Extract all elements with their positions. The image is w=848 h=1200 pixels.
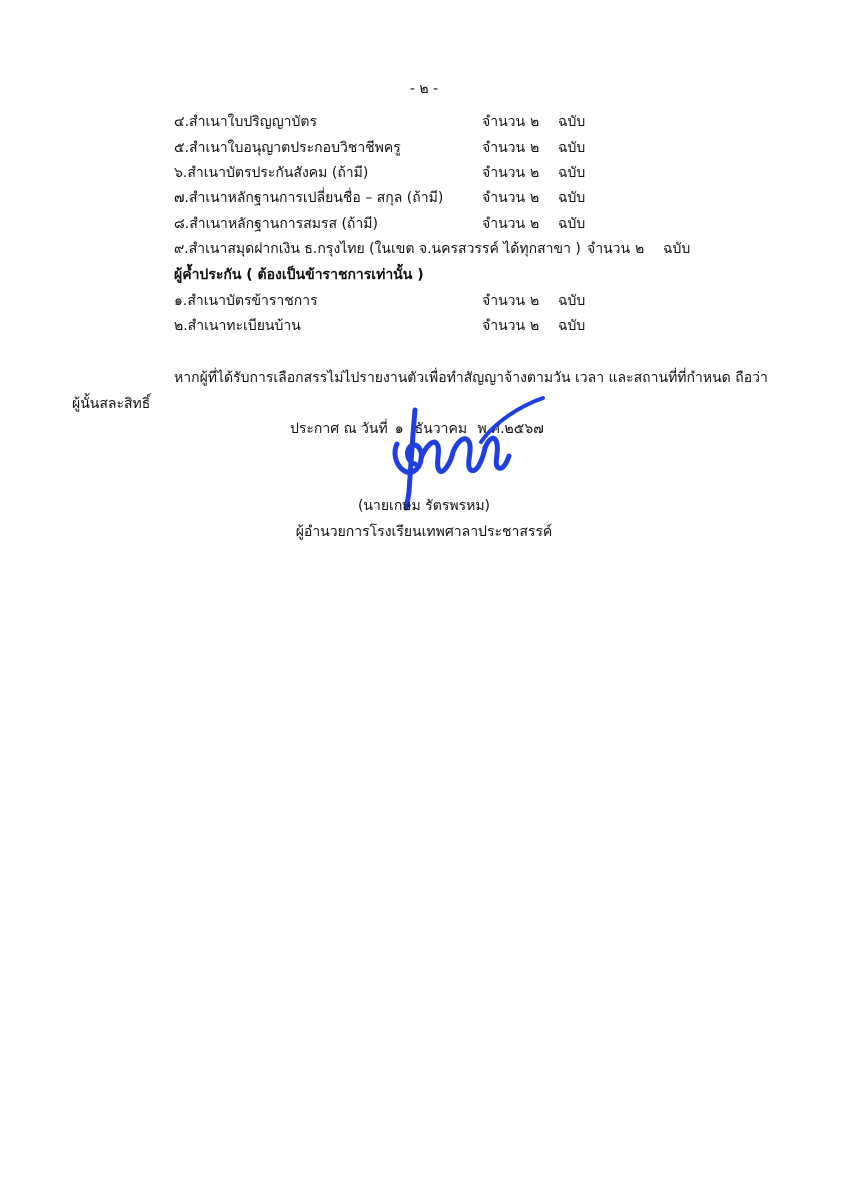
document-item-label: ๙.สำเนาสมุดฝากเงิน ธ.กรุงไทย (ในเขต จ.นครสวรรค์ ได้ทุกสาขา ) bbox=[174, 241, 581, 257]
document-item-label: ๕.สำเนาใบอนุญาตประกอบวิชาชีพครู bbox=[174, 140, 401, 156]
document-item-label: ๑.สำเนาบัตรข้าราชการ bbox=[174, 293, 318, 309]
signer-name: (นายเกษม รัตรพรหม) bbox=[357, 498, 491, 514]
document-item-quantity bbox=[482, 113, 642, 131]
signer-title: ผู้อำนวยการโรงเรียนเทพศาลาประชาสรรค์ bbox=[295, 524, 553, 540]
quantity-number: ๒ bbox=[530, 293, 540, 309]
document-item-quantity bbox=[482, 215, 642, 233]
document-item-quantity bbox=[587, 240, 747, 258]
quantity-number: ๒ bbox=[530, 190, 540, 206]
announcement-day: ๑ bbox=[394, 421, 404, 437]
quantity-word: จำนวน bbox=[482, 114, 526, 130]
quantity-number: ๒ bbox=[530, 165, 540, 181]
announcement-prefix: ประกาศ ณ วันที่ bbox=[290, 421, 388, 437]
quantity-word: จำนวน bbox=[482, 318, 526, 334]
quantity-number: ๒ bbox=[530, 216, 540, 232]
notice-line-2: ผู้นั้นสละสิทธิ์ bbox=[72, 396, 151, 412]
quantity-unit: ฉบับ bbox=[663, 241, 691, 257]
document-item-quantity bbox=[482, 189, 642, 207]
quantity-word: จำนวน bbox=[482, 216, 526, 232]
signature-strokes bbox=[395, 398, 543, 508]
quantity-unit: ฉบับ bbox=[558, 190, 586, 206]
notice-line-1: หากผู้ที่ได้รับการเลือกสรรไม่ไปรายงานตัวเพื่อทำสัญญาจ้างตามวัน เวลา และสถานที่ที่กำหนด ถือว่า bbox=[174, 370, 768, 386]
document-item-quantity bbox=[482, 139, 642, 157]
quantity-unit: ฉบับ bbox=[558, 216, 586, 232]
quantity-number: ๒ bbox=[530, 140, 540, 156]
document-item-label: ๒.สำเนาทะเบียนบ้าน bbox=[174, 318, 301, 334]
quantity-word: จำนวน bbox=[482, 293, 526, 309]
quantity-unit: ฉบับ bbox=[558, 318, 586, 334]
page-number: - ๒ - bbox=[409, 81, 439, 97]
announcement-year: พ.ศ.๒๕๖๗ bbox=[477, 421, 544, 437]
guarantor-heading: ผู้ค้ำประกัน ( ต้องเป็นข้าราชการเท่านั้น ) bbox=[174, 267, 424, 283]
quantity-word: จำนวน bbox=[482, 165, 526, 181]
quantity-word: จำนวน bbox=[482, 190, 526, 206]
quantity-number: ๒ bbox=[530, 114, 540, 130]
quantity-number: ๒ bbox=[530, 318, 540, 334]
announcement-month: ธันวาคม bbox=[414, 421, 468, 437]
signature-icon bbox=[385, 392, 550, 512]
document-item-quantity bbox=[482, 317, 642, 335]
quantity-unit: ฉบับ bbox=[558, 140, 586, 156]
quantity-word: จำนวน bbox=[482, 140, 526, 156]
document-item-label: ๔.สำเนาใบปริญญาบัตร bbox=[174, 114, 318, 130]
document-item-label: ๖.สำเนาบัตรประกันสังคม (ถ้ามี) bbox=[174, 165, 369, 181]
document-item-label: ๗.สำเนาหลักฐานการเปลี่ยนชื่อ – สกุล (ถ้ามี) bbox=[174, 190, 444, 206]
quantity-unit: ฉบับ bbox=[558, 165, 586, 181]
document-item-quantity bbox=[482, 292, 642, 310]
quantity-number: ๒ bbox=[635, 241, 645, 257]
quantity-unit: ฉบับ bbox=[558, 114, 586, 130]
quantity-unit: ฉบับ bbox=[558, 293, 586, 309]
document-item-quantity bbox=[482, 164, 642, 182]
document-item-label: ๘.สำเนาหลักฐานการสมรส (ถ้ามี) bbox=[174, 216, 378, 232]
quantity-word: จำนวน bbox=[587, 241, 631, 257]
